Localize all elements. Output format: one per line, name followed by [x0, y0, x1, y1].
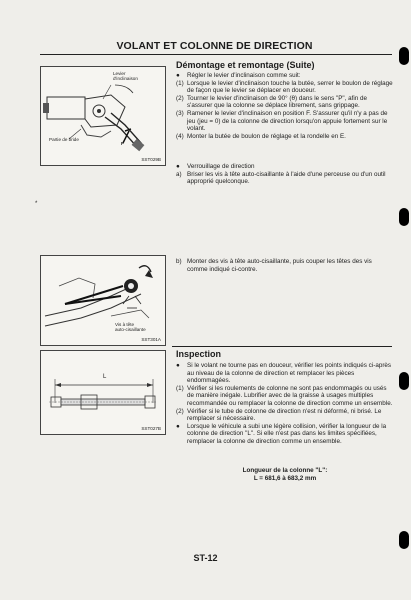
list-item	[176, 163, 394, 171]
margin-note: *	[35, 201, 38, 207]
list-item	[176, 408, 394, 423]
binder-hole	[399, 208, 409, 226]
shear-screws-illustration	[41, 256, 165, 345]
label-shear-screws: Vis à tête auto-cisaillante	[115, 322, 146, 333]
list-text: Monter la butée de boulon de réglage et la rondelle en E.	[187, 132, 346, 140]
section-shear-screw-items	[176, 258, 394, 273]
figure-tilt-lever	[40, 66, 166, 166]
section-title-disassembly: Démontage et remontage (Suite)	[176, 60, 315, 70]
tilt-lever-illustration	[41, 67, 165, 165]
list-marker: ●	[176, 362, 180, 369]
list-text: Ramener le levier d'inclinaison en position F. S'assurer qu'il n'y a pas de jeu (jeu = 0) de la colonne de direction lorsqu'on appuie fortement sur le volant.	[187, 109, 388, 133]
page-number: ST-12	[193, 553, 218, 563]
list-text: Vérifier si le tube de colonne de direction n'est ni déformé, ni brisé. Le remplacer si nécessaire.	[187, 407, 382, 423]
list-marker: (4)	[176, 132, 184, 140]
label-f: F	[121, 141, 124, 146]
list-text: Verrouillage de direction	[187, 163, 255, 170]
list-marker: b)	[176, 258, 182, 265]
list-marker: (1)	[176, 384, 184, 392]
page-header: VOLANT ET COLONNE DE DIRECTION	[116, 40, 313, 52]
list-item	[176, 171, 394, 186]
list-marker: (1)	[176, 79, 184, 87]
figure-code: SST301A	[141, 337, 161, 342]
list-text: Régler le levier d'inclinaison comme suit:	[187, 72, 301, 79]
list-text: Lorsque le levier d'inclinaison touche la butée, serrer le boulon de réglage de façon que le levier se déplacer en douceur.	[187, 79, 393, 95]
list-marker: ●	[176, 72, 180, 79]
section-title-inspection: Inspection	[176, 349, 222, 359]
list-marker: (2)	[176, 407, 184, 415]
list-marker: ●	[176, 422, 180, 430]
list-text: Briser les vis à tête auto-cisaillante à l'aide d'une perceuse ou d'un outil approprié quelconque.	[187, 170, 386, 186]
length-spec	[176, 467, 394, 482]
list-item	[176, 80, 394, 95]
label-flange: Partie de bride	[49, 137, 79, 142]
list-text: Vérifier si les roulements de colonne ne sont pas endommagés ou usés de manière inégale. Lubrifier avec de la graisse à usages multiples recommandée ou remplacer la colonne de direction comme un ensemble.	[187, 384, 393, 407]
column-length-illustration	[41, 351, 165, 434]
length-spec-value: L = 681,6 à 683,2 mm	[253, 474, 317, 482]
figure-code: SST027B	[141, 426, 161, 431]
figure-code: SST029B	[141, 157, 161, 162]
list-marker: a)	[176, 170, 182, 178]
list-marker: (2)	[176, 94, 184, 102]
binder-hole	[399, 47, 409, 65]
section-inspection-items	[176, 362, 394, 446]
figure-shear-screws	[40, 255, 166, 346]
list-item	[176, 133, 394, 141]
list-text: Monter des vis à tête auto-cisaillante, puis couper les têtes des vis comme indiqué ci-contre.	[187, 258, 372, 273]
list-text: Si le volant ne tourne pas en douceur, vérifier les points indiqués ci-après au niveau de la colonne de direction et remplacer les pièces endommagées.	[187, 362, 392, 385]
list-marker: (3)	[176, 109, 184, 117]
list-item	[176, 385, 394, 408]
header-rule	[40, 54, 392, 55]
list-item	[176, 95, 394, 110]
section-disassembly-items	[176, 72, 394, 140]
list-item	[176, 110, 394, 133]
list-text: Tourner le levier d'inclinaison de 90° (θ) dans le sens "P", afin de s'assurer que la colonne se déplace librement, sans grippage.	[187, 94, 368, 110]
section-rule	[172, 346, 392, 347]
list-item	[176, 362, 394, 385]
label-length-l: L	[103, 374, 107, 380]
binder-hole	[399, 372, 409, 390]
list-text: Lorsque le véhicule a subi une légère collision, vérifier la longueur de la colonne de direction "L". Si elle n'est pas dans les limites spécifiées, remplacer la colonne de direction comme un ensemble.	[187, 422, 387, 445]
section-steering-lock-items	[176, 163, 394, 186]
list-item	[176, 258, 394, 273]
label-tilt-lever: Levier d'inclinaison	[113, 71, 138, 82]
list-item	[176, 423, 394, 446]
length-spec-label: Longueur de la colonne "L":	[242, 467, 328, 474]
figure-column-length	[40, 350, 166, 435]
list-item	[176, 72, 394, 80]
list-marker: ●	[176, 163, 180, 170]
binder-hole	[399, 531, 409, 549]
